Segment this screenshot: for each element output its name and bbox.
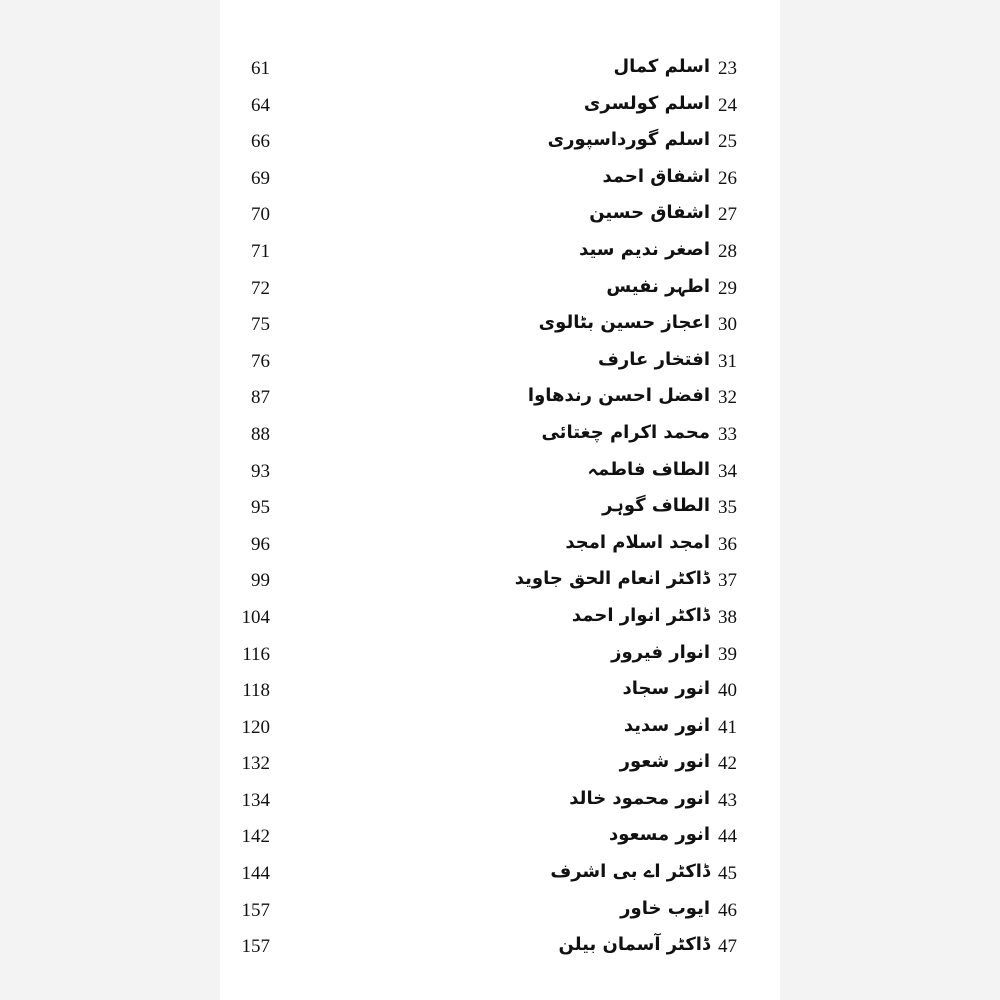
toc-entry [220, 929, 780, 966]
toc-entry-title: انور سجاد [622, 678, 710, 700]
toc-entry-number: 47 [718, 936, 737, 958]
toc-entry [220, 637, 780, 674]
toc-entry [220, 124, 780, 161]
toc-entry [220, 307, 780, 344]
toc-entry [220, 600, 780, 637]
toc-entry-number: 25 [718, 131, 737, 153]
toc-entry-number: 42 [718, 753, 737, 775]
toc-entry-number: 32 [718, 387, 737, 409]
toc-entry [220, 454, 780, 491]
toc-page-number: 72 [251, 277, 270, 299]
toc-entry [220, 490, 780, 527]
toc-entry-title: ایوب خاور [620, 897, 710, 919]
toc-page-number: 66 [251, 131, 270, 153]
document-page [220, 0, 780, 1000]
toc-page-number: 71 [251, 240, 270, 262]
toc-entry [220, 819, 780, 856]
toc-entry-number: 38 [718, 606, 737, 628]
toc-entry [220, 893, 780, 930]
toc-entry-title: محمد اکرام چغتائی [541, 421, 710, 443]
toc-entry-number: 24 [718, 94, 737, 116]
toc-page-number: 95 [251, 497, 270, 519]
toc-page-number: 99 [251, 570, 270, 592]
toc-entry-title: انوار فیروز [611, 641, 710, 663]
toc-entry [220, 234, 780, 271]
toc-entry [220, 161, 780, 198]
toc-entry-title: ڈاکٹر انوار احمد [571, 604, 710, 626]
toc-entry-title: اصغر ندیم سید [579, 238, 710, 260]
toc-entry [220, 710, 780, 747]
toc-entry-number: 29 [718, 277, 737, 299]
toc-entry-title: اشفاق احمد [602, 165, 710, 187]
toc-page-number: 157 [241, 899, 270, 921]
toc-entry-title: انور محمود خالد [569, 787, 710, 809]
toc-entry-title: ڈاکٹر اے بی اشرف [550, 861, 710, 883]
toc-entry-number: 33 [718, 423, 737, 445]
toc-entry [220, 51, 780, 88]
toc-entry [220, 856, 780, 893]
toc-page-number: 87 [251, 387, 270, 409]
toc-page-number: 104 [241, 606, 270, 628]
toc-entry-title: الطاف فاطمہ [587, 458, 710, 480]
toc-entry-number: 27 [718, 204, 737, 226]
toc-entry-title: افضل احسن رندھاوا [527, 385, 710, 407]
toc-entry [220, 563, 780, 600]
toc-entry-number: 37 [718, 570, 737, 592]
toc-entry-number: 31 [718, 350, 737, 372]
toc-page-number: 142 [241, 826, 270, 848]
toc-page-number: 61 [251, 58, 270, 79]
toc-entry [220, 88, 780, 125]
toc-entry-title: انور شعور [619, 751, 710, 773]
toc-entry [220, 673, 780, 710]
toc-entry [220, 344, 780, 381]
toc-page-number: 120 [241, 716, 270, 738]
toc-entry-number: 30 [718, 314, 737, 336]
toc-entry-title: امجد اسلام امجد [565, 531, 710, 553]
toc-page-number: 132 [241, 753, 270, 775]
toc-entry-title: انور مسعود [609, 824, 710, 846]
toc-entry-title: اسلم کولسری [583, 92, 710, 114]
table-of-contents [220, 51, 780, 966]
toc-entry [220, 417, 780, 454]
toc-entry-number: 34 [718, 460, 737, 482]
toc-entry-number: 43 [718, 789, 737, 811]
toc-page-number: 134 [241, 789, 270, 811]
toc-entry-title: اشفاق حسین [589, 202, 710, 224]
toc-entry-number: 36 [718, 533, 737, 555]
toc-entry-number: 40 [718, 680, 737, 702]
toc-entry-number: 35 [718, 497, 737, 519]
toc-entry-number: 23 [718, 58, 737, 79]
toc-entry [220, 197, 780, 234]
toc-entry-title: اسلم گورداسپوری [547, 129, 710, 151]
toc-page-number: 75 [251, 314, 270, 336]
toc-entry-number: 26 [718, 167, 737, 189]
toc-page-number: 93 [251, 460, 270, 482]
toc-entry [220, 271, 780, 308]
toc-entry-title: ڈاکٹر انعام الحق جاوید [514, 568, 710, 590]
toc-entry [220, 783, 780, 820]
toc-entry [220, 527, 780, 564]
toc-entry-number: 39 [718, 643, 737, 665]
toc-page-number: 116 [242, 643, 270, 665]
toc-entry-number: 28 [718, 240, 737, 262]
toc-entry-number: 44 [718, 826, 737, 848]
toc-page-number: 69 [251, 167, 270, 189]
toc-page-number: 64 [251, 94, 270, 116]
toc-entry-title: اعجاز حسین بٹالوی [538, 312, 710, 334]
toc-entry-title: اسلم کمال [613, 56, 710, 77]
toc-page-number: 76 [251, 350, 270, 372]
toc-entry [220, 746, 780, 783]
toc-entry-title: اطہر نفیس [606, 275, 710, 297]
toc-entry [220, 380, 780, 417]
toc-page-number: 144 [241, 863, 270, 885]
toc-entry-number: 46 [718, 899, 737, 921]
toc-entry-number: 41 [718, 716, 737, 738]
toc-entry-title: افتخار عارف [598, 348, 710, 370]
toc-page-number: 88 [251, 423, 270, 445]
toc-page-number: 118 [242, 680, 270, 702]
toc-entry-title: انور سدید [623, 714, 710, 736]
toc-page-number: 157 [241, 936, 270, 958]
toc-entry-number: 45 [718, 863, 737, 885]
toc-entry-title: الطاف گوہر [602, 495, 710, 517]
toc-entry-title: ڈاکٹر آسمان بیلن [558, 934, 710, 956]
toc-page-number: 96 [251, 533, 270, 555]
toc-page-number: 70 [251, 204, 270, 226]
